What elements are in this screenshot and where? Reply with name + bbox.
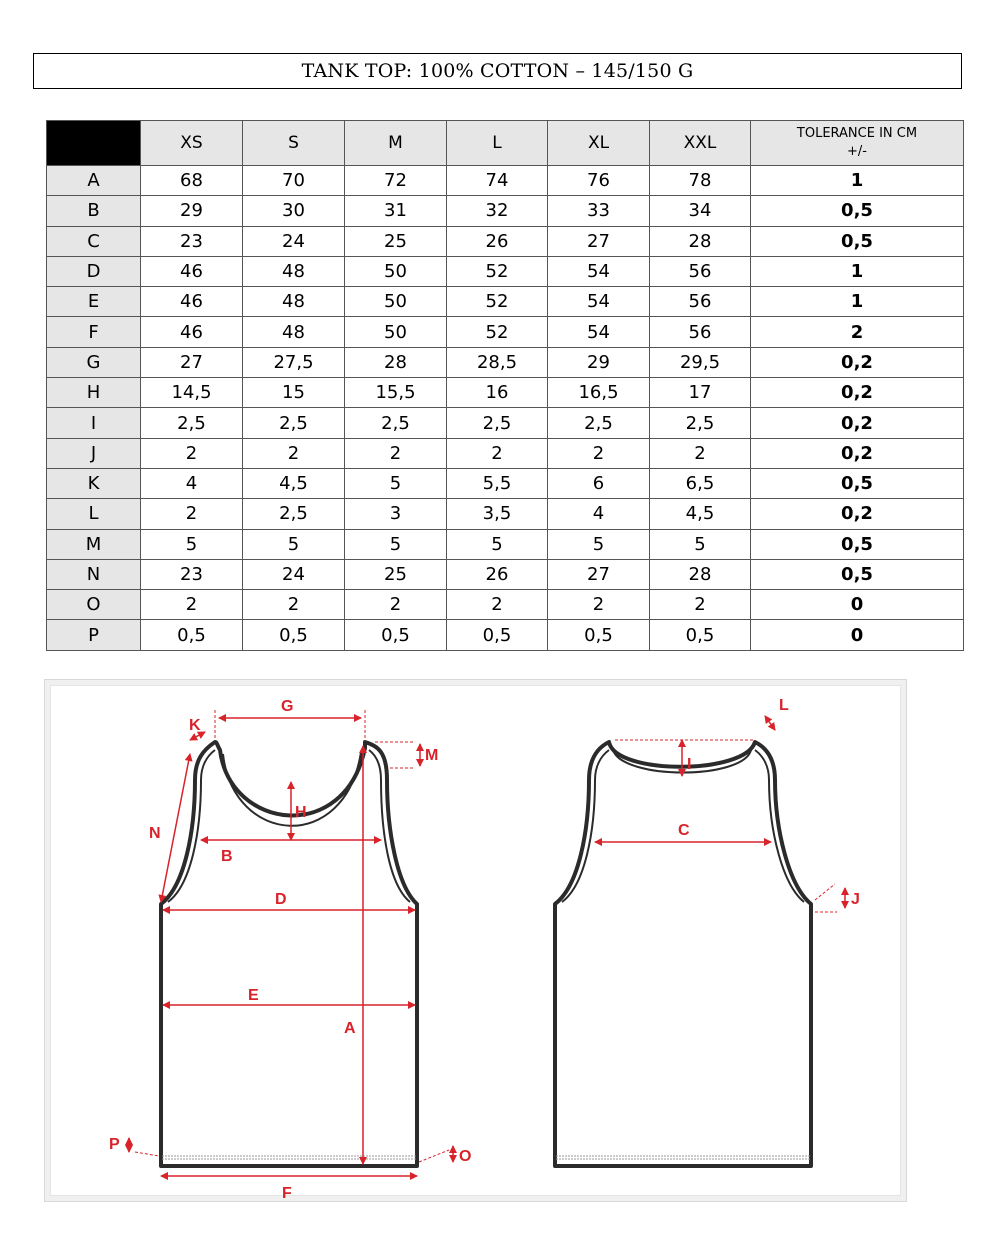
label-G: G (281, 698, 294, 715)
measurement-cell: 5 (548, 529, 650, 559)
table-row (47, 287, 964, 317)
measurement-cell: 2,5 (345, 408, 447, 438)
measurement-cell: 54 (548, 317, 650, 347)
measurement-cell: 4,5 (243, 468, 345, 498)
front-view-garment (161, 681, 417, 1166)
measure-L-line (765, 716, 775, 730)
table-row (47, 256, 964, 286)
tolerance-header-line1: TOLERANCE IN CM (796, 126, 918, 141)
measurement-cell: 33 (548, 196, 650, 226)
row-label: G (47, 347, 141, 377)
measurement-diagram (44, 679, 907, 1202)
size-header: XL (548, 121, 650, 166)
measurement-cell: 3,5 (447, 499, 548, 529)
table-header-row (47, 121, 964, 166)
measurement-cell: 28,5 (447, 347, 548, 377)
measurement-cell: 27 (548, 559, 650, 589)
tolerance-cell: 1 (751, 166, 964, 196)
table-row (47, 529, 964, 559)
measurement-cell: 2,5 (447, 408, 548, 438)
measurement-cell: 14,5 (141, 378, 243, 408)
measurement-cell: 56 (650, 256, 751, 286)
size-header: XS (141, 121, 243, 166)
label-E: E (248, 987, 259, 1004)
measurement-cell: 5 (650, 529, 751, 559)
tolerance-cell: 0,2 (751, 347, 964, 377)
size-header: M (345, 121, 447, 166)
row-label: A (47, 166, 141, 196)
measurement-cell: 2 (447, 590, 548, 620)
tolerance-cell: 0,5 (751, 529, 964, 559)
measurement-cell: 2 (650, 438, 751, 468)
measurement-cell: 0,5 (447, 620, 548, 650)
header-corner-cell (47, 121, 141, 166)
row-label: D (47, 256, 141, 286)
row-label: O (47, 590, 141, 620)
table-row (47, 378, 964, 408)
measurement-cell: 2 (447, 438, 548, 468)
tolerance-cell: 1 (751, 256, 964, 286)
measurement-cell: 2 (141, 438, 243, 468)
size-chart-table (46, 120, 964, 651)
measurement-cell: 23 (141, 226, 243, 256)
measurement-cell: 54 (548, 287, 650, 317)
label-D: D (275, 891, 287, 908)
measurement-cell: 4 (141, 468, 243, 498)
measurement-cell: 3 (345, 499, 447, 529)
measurement-cell: 72 (345, 166, 447, 196)
label-P: P (109, 1136, 120, 1153)
measurement-cell: 26 (447, 559, 548, 589)
measurement-cell: 2 (548, 438, 650, 468)
row-label: F (47, 317, 141, 347)
size-header: S (243, 121, 345, 166)
measurement-cell: 5 (345, 529, 447, 559)
table-row (47, 196, 964, 226)
measurement-cell: 56 (650, 287, 751, 317)
measurement-cell: 54 (548, 256, 650, 286)
table-row (47, 620, 964, 650)
size-header: XXL (650, 121, 751, 166)
measurement-cell: 15 (243, 378, 345, 408)
guide-P (135, 1152, 159, 1156)
row-label: N (47, 559, 141, 589)
table-row (47, 317, 964, 347)
measurement-cell: 25 (345, 226, 447, 256)
measurement-cell: 2 (243, 438, 345, 468)
measurement-cell: 50 (345, 256, 447, 286)
measurement-cell: 48 (243, 317, 345, 347)
row-label: L (47, 499, 141, 529)
row-label: K (47, 468, 141, 498)
measurement-cell: 2,5 (650, 408, 751, 438)
row-label: B (47, 196, 141, 226)
measurement-cell: 28 (345, 347, 447, 377)
table-row (47, 559, 964, 589)
measurement-cell: 24 (243, 559, 345, 589)
row-label: P (47, 620, 141, 650)
measurement-cell: 29,5 (650, 347, 751, 377)
measurement-cell: 50 (345, 317, 447, 347)
label-K: K (189, 717, 201, 734)
measurement-cell: 2 (141, 590, 243, 620)
measurement-cell: 16,5 (548, 378, 650, 408)
label-O: O (459, 1148, 472, 1165)
tolerance-cell: 0,5 (751, 226, 964, 256)
row-label: I (47, 408, 141, 438)
page-title (33, 53, 962, 89)
measurement-cell: 56 (650, 317, 751, 347)
tolerance-cell: 0 (751, 620, 964, 650)
measurement-cell: 34 (650, 196, 751, 226)
measurement-cell: 2 (243, 590, 345, 620)
table-row (47, 347, 964, 377)
row-label: H (47, 378, 141, 408)
measurement-cell: 46 (141, 256, 243, 286)
tolerance-cell: 0 (751, 590, 964, 620)
tolerance-cell: 0,5 (751, 196, 964, 226)
table-row (47, 499, 964, 529)
row-label: M (47, 529, 141, 559)
tolerance-cell: 0,2 (751, 438, 964, 468)
measurement-cell: 29 (141, 196, 243, 226)
measurement-cell: 74 (447, 166, 548, 196)
measurement-cell: 28 (650, 559, 751, 589)
measurement-cell: 0,5 (345, 620, 447, 650)
measurement-cell: 78 (650, 166, 751, 196)
measurement-cell: 70 (243, 166, 345, 196)
label-H: H (295, 804, 307, 821)
measurement-cell: 15,5 (345, 378, 447, 408)
tolerance-header-line2: +/- (847, 144, 867, 159)
measurement-cell: 28 (650, 226, 751, 256)
guide-J-top (815, 884, 835, 900)
measurement-cell: 17 (650, 378, 751, 408)
measurement-cell: 6,5 (650, 468, 751, 498)
measurement-cell: 25 (345, 559, 447, 589)
measurement-cell: 5 (141, 529, 243, 559)
measurement-cell: 31 (345, 196, 447, 226)
measurement-cell: 26 (447, 226, 548, 256)
table-row (47, 166, 964, 196)
measurement-cell: 5 (243, 529, 345, 559)
tolerance-header (751, 121, 964, 166)
measurement-cell: 76 (548, 166, 650, 196)
label-B: B (221, 848, 233, 865)
measurement-cell: 29 (548, 347, 650, 377)
measurement-cell: 27 (141, 347, 243, 377)
measurement-cell: 52 (447, 256, 548, 286)
measurement-cell: 27 (548, 226, 650, 256)
measurement-cell: 52 (447, 317, 548, 347)
label-L: L (779, 697, 789, 714)
tank-top-diagram-svg (45, 680, 908, 1203)
measurement-cell: 2,5 (548, 408, 650, 438)
tolerance-cell: 0,2 (751, 408, 964, 438)
measurement-cell: 2 (345, 438, 447, 468)
measurement-cell: 50 (345, 287, 447, 317)
measurement-cell: 4,5 (650, 499, 751, 529)
title-text: TANK TOP: 100% COTTON – 145/150 G (301, 60, 694, 82)
measurement-cell: 5 (447, 529, 548, 559)
label-I: I (687, 756, 692, 773)
measurement-cell: 2,5 (243, 499, 345, 529)
label-N: N (149, 825, 161, 842)
tolerance-cell: 0,5 (751, 468, 964, 498)
measurement-cell: 0,5 (243, 620, 345, 650)
size-header: L (447, 121, 548, 166)
measurement-cell: 52 (447, 287, 548, 317)
measurement-cell: 2 (650, 590, 751, 620)
row-label: C (47, 226, 141, 256)
measurement-cell: 46 (141, 287, 243, 317)
tolerance-cell: 0,5 (751, 559, 964, 589)
table-row (47, 590, 964, 620)
label-A: A (344, 1020, 356, 1037)
measurement-cell: 2 (141, 499, 243, 529)
table-row (47, 408, 964, 438)
tolerance-cell: 0,2 (751, 378, 964, 408)
label-M: M (425, 747, 439, 764)
measurement-cell: 2,5 (243, 408, 345, 438)
back-view-garment (555, 742, 811, 1166)
measurement-cell: 16 (447, 378, 548, 408)
table-row (47, 438, 964, 468)
measurement-cell: 27,5 (243, 347, 345, 377)
measurement-cell: 4 (548, 499, 650, 529)
table-body (47, 166, 964, 651)
measurement-cell: 30 (243, 196, 345, 226)
tolerance-cell: 1 (751, 287, 964, 317)
tolerance-cell: 0,2 (751, 499, 964, 529)
table-row (47, 226, 964, 256)
table-row (47, 468, 964, 498)
label-C: C (678, 822, 690, 839)
measurement-cell: 6 (548, 468, 650, 498)
measurement-cell: 23 (141, 559, 243, 589)
measurement-cell: 0,5 (650, 620, 751, 650)
measurement-cell: 24 (243, 226, 345, 256)
measurement-cell: 46 (141, 317, 243, 347)
measurement-cell: 48 (243, 287, 345, 317)
label-F: F (282, 1185, 292, 1202)
measurement-cell: 32 (447, 196, 548, 226)
measurement-cell: 68 (141, 166, 243, 196)
measurement-cell: 48 (243, 256, 345, 286)
measurement-cell: 2 (548, 590, 650, 620)
measurement-cell: 5,5 (447, 468, 548, 498)
measurement-cell: 0,5 (141, 620, 243, 650)
measurement-cell: 2,5 (141, 408, 243, 438)
row-label: J (47, 438, 141, 468)
measurement-cell: 2 (345, 590, 447, 620)
guide-O (419, 1150, 449, 1162)
row-label: E (47, 287, 141, 317)
measurement-cell: 0,5 (548, 620, 650, 650)
tolerance-cell: 2 (751, 317, 964, 347)
measurement-cell: 5 (345, 468, 447, 498)
label-J: J (851, 891, 860, 908)
